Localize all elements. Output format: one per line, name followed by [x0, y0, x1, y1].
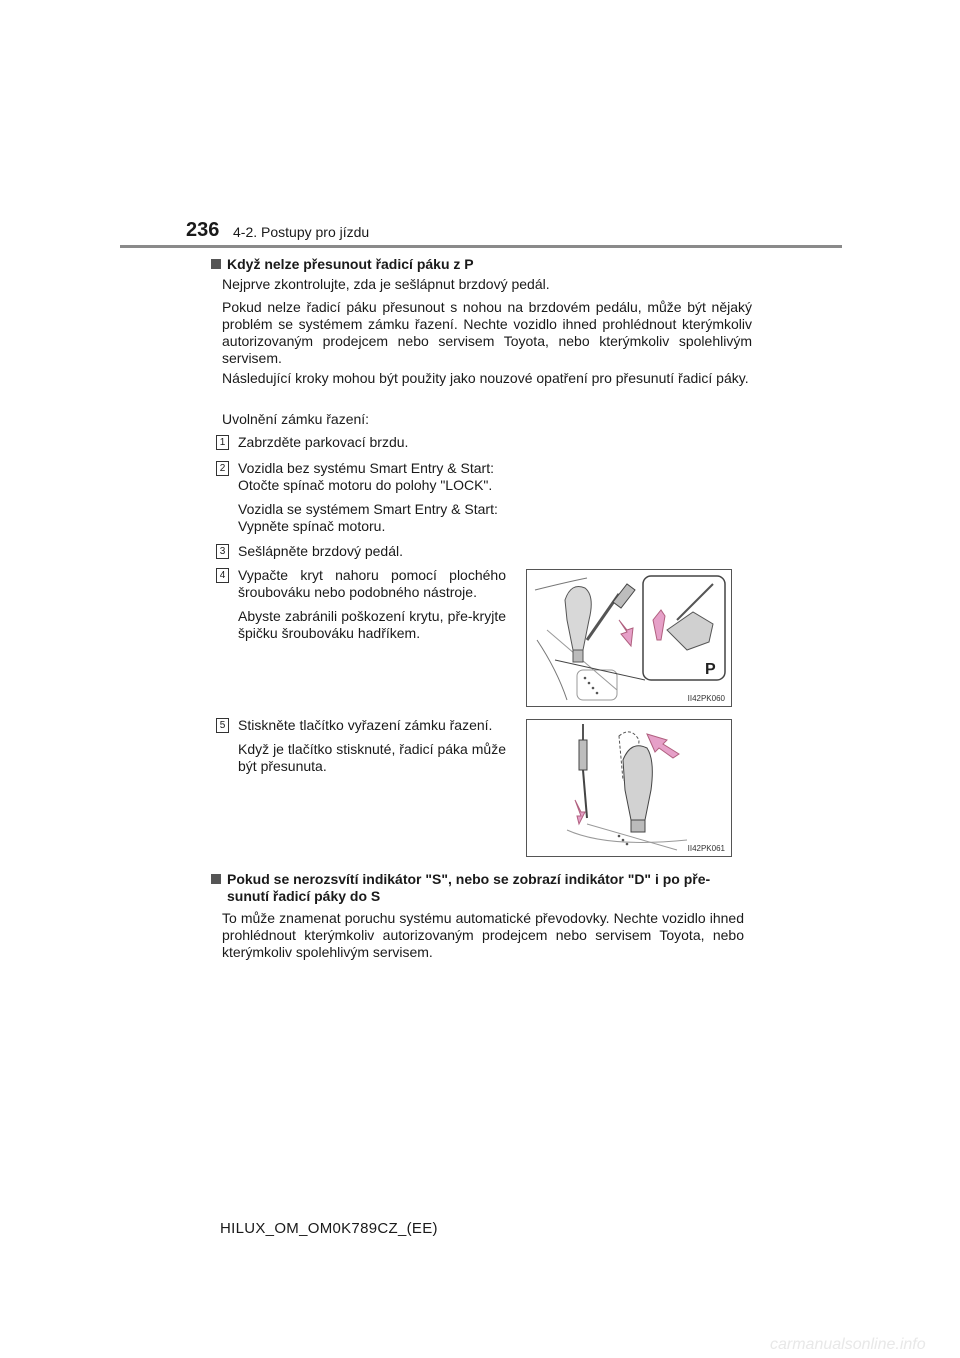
release-button-illustration [527, 720, 731, 856]
watermark: carmanualsonline.info [770, 1336, 926, 1353]
paragraph-release-lock: Uvolnění zámku řazení: [222, 411, 370, 427]
heading-line-2: sunutí řadicí páky do S [227, 888, 381, 904]
step-2-text-b: Vozidla se systémem Smart Entry & Start: Vypněte spínač motoru. [238, 501, 498, 534]
step-number-5: 5 [216, 718, 229, 733]
step-1-text: Zabrzděte parkovací brzdu. [238, 434, 409, 450]
step-number-4: 4 [216, 568, 229, 583]
step-5-text-b: Když je tlačítko stisknuté, řadicí páka může být přesunuta. [238, 741, 506, 774]
paragraph-shift-lock-problem: Pokud nelze řadicí páku přesunout s nohou na brzdovém pedálu, může být nějaký problém se systémem zámku řazení. Nechte vozidlo ihned prohlédnout kterýmkoliv autorizovaným prodejcem nebo servisem Toyota, nebo kterýmkoliv spolehlivým servisem. [222, 299, 752, 366]
section-title: 4-2. Postupy pro jízdu [233, 224, 370, 240]
step-5-text-a: Stiskněte tlačítko vyřazení zámku řazení. [238, 717, 493, 733]
step-2-text-a: Vozidla bez systému Smart Entry & Start: Otočte spínač motoru do polohy "LOCK". [238, 460, 494, 493]
figure-release-button [526, 719, 732, 857]
figure-pry-cover [526, 569, 732, 707]
step-4-text-a: Vypačte kryt nahoru pomocí plochého šroubováku nebo podobného nástroje. [238, 567, 506, 600]
heading-line-1: Pokud se nerozsvítí indikátor "S", nebo se zobrazí indikátor "D" i po pře- [227, 871, 711, 887]
gear-letter-p: P [705, 661, 716, 678]
heading-shift-lever-stuck [211, 256, 474, 273]
paragraph-transmission-fault: To může znamenat poruchu systému automatické převodovky. Nechte vozidlo ihned prohlédnout kterýmkoliv autorizovaným prodejcem nebo servisem Toyota, nebo kterýmkoliv spolehlivým servisem. [222, 910, 744, 960]
bullet-square-icon [211, 259, 221, 269]
step-number-1: 1 [216, 435, 229, 450]
step-4-text-b: Abyste zabránili poškození krytu, pře-kryjte špičku šroubováku hadříkem. [238, 608, 506, 641]
figure-2-code: II42PK061 [687, 844, 725, 853]
figure-1-code: II42PK060 [687, 694, 725, 703]
document-code: HILUX_OM_OM0K789CZ_(EE) [220, 1220, 438, 1237]
step-number-3: 3 [216, 544, 229, 559]
paragraph-check-brake: Nejprve zkontrolujte, zda je sešlápnut brzdový pedál. [222, 276, 550, 292]
paragraph-emergency-steps: Následující kroky mohou být použity jako nouzové opatření pro přesunutí řadicí páky. [222, 370, 749, 386]
page-number: 236 [186, 219, 220, 241]
step-number-2: 2 [216, 461, 229, 476]
heading-text: Když nelze přesunout řadicí páku z P [227, 256, 474, 272]
header-rule [120, 245, 842, 248]
bullet-square-icon [211, 874, 221, 884]
step-3-text: Sešlápněte brzdový pedál. [238, 543, 403, 559]
pry-cover-illustration [527, 570, 731, 706]
heading-indicator-s [211, 871, 756, 905]
